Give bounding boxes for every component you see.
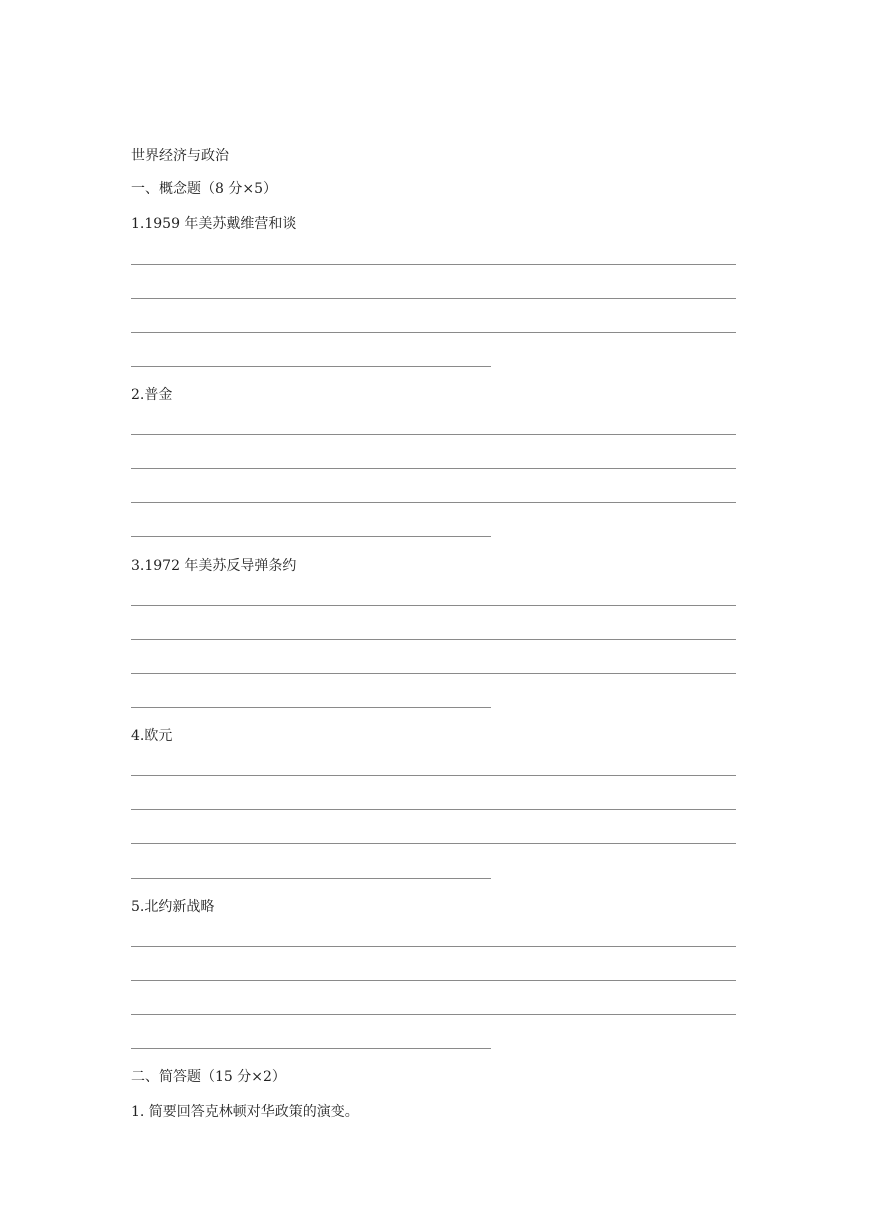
answer-line bbox=[131, 673, 736, 674]
answer-line bbox=[131, 946, 736, 947]
answer-line bbox=[131, 264, 736, 265]
question-label: 2.普金 bbox=[131, 387, 173, 403]
question-label: 4.欧元 bbox=[131, 728, 173, 744]
answer-line bbox=[131, 843, 736, 844]
answer-line bbox=[131, 1048, 491, 1049]
answer-line bbox=[131, 775, 736, 776]
page-title: 世界经济与政治 bbox=[131, 148, 229, 164]
answer-line bbox=[131, 707, 491, 708]
answer-line bbox=[131, 1014, 736, 1015]
answer-line bbox=[131, 605, 736, 606]
question-label: 3.1972 年美苏反导弹条约 bbox=[131, 558, 297, 574]
answer-line bbox=[131, 434, 736, 435]
answer-line bbox=[131, 536, 491, 537]
answer-line bbox=[131, 298, 736, 299]
answer-line bbox=[131, 639, 736, 640]
answer-line bbox=[131, 502, 736, 503]
answer-line bbox=[131, 809, 736, 810]
question-label: 5.北约新战略 bbox=[131, 899, 215, 915]
question-label: 1.1959 年美苏戴维营和谈 bbox=[131, 216, 297, 232]
section-2-heading: 二、简答题（15 分×2） bbox=[131, 1069, 286, 1085]
answer-line bbox=[131, 468, 736, 469]
answer-line bbox=[131, 332, 736, 333]
answer-line bbox=[131, 878, 491, 879]
answer-line bbox=[131, 366, 491, 367]
answer-line bbox=[131, 980, 736, 981]
section-1-heading: 一、概念题（8 分×5） bbox=[131, 181, 277, 197]
question-label: 1. 简要回答克林顿对华政策的演变。 bbox=[131, 1104, 359, 1120]
